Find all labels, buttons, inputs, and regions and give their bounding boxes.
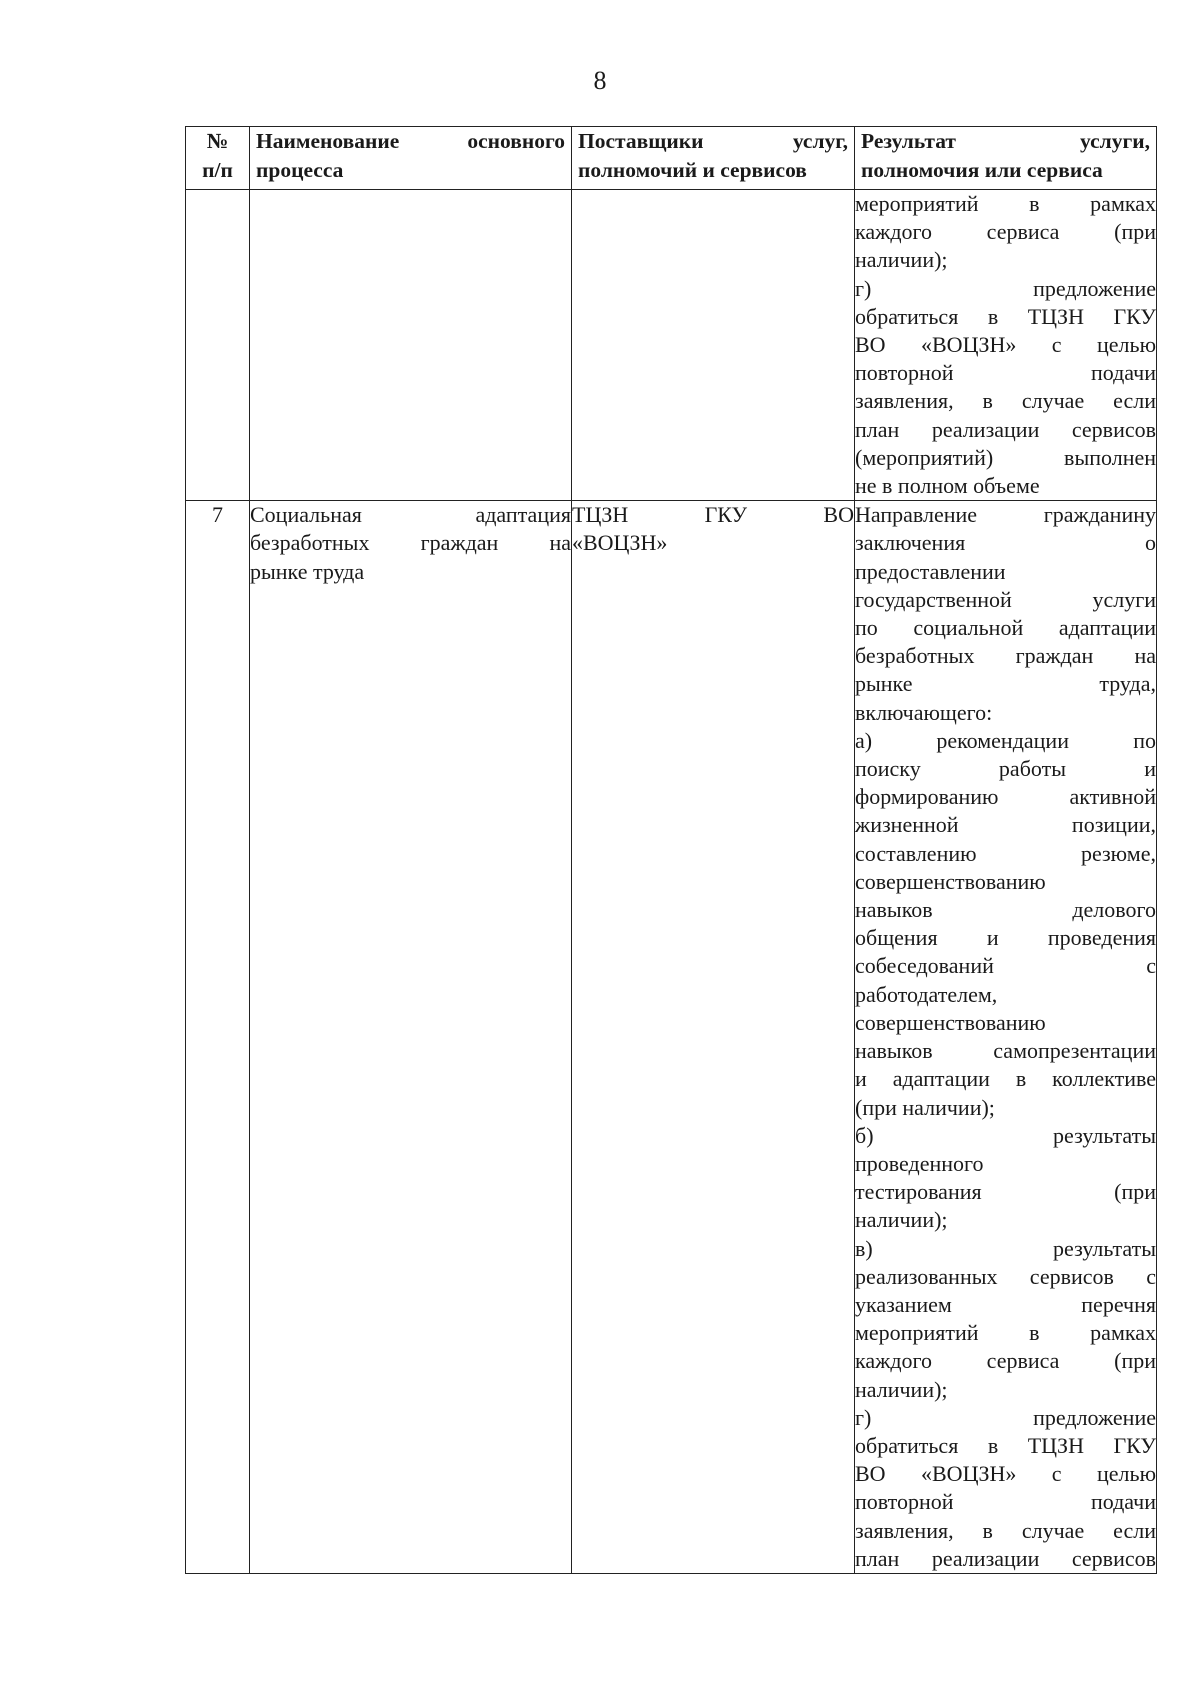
cell-line: обратиться в ТЦЗН ГКУ (855, 303, 1156, 329)
cell-line: г) предложение (855, 275, 1156, 301)
process-table (185, 126, 1157, 1574)
cell-line: обратиться в ТЦЗН ГКУ (855, 1432, 1156, 1458)
cell-line: проведенного (855, 1150, 984, 1176)
cell-line: безработных граждан на (250, 530, 571, 556)
header-process-name: Наименование основного процесса (250, 127, 572, 190)
cell-number (186, 501, 250, 1574)
cell-line: общения и проведения (855, 925, 1156, 951)
cell-line: безработных граждан на (855, 643, 1156, 669)
cell-process-name (250, 190, 572, 501)
cell-providers (572, 501, 855, 1574)
cell-line: собеседований с (855, 953, 1156, 979)
cell-line: реализованных сервисов с (855, 1263, 1156, 1289)
cell-line: навыков самопрезентации (855, 1038, 1156, 1064)
cell-line: ВО «ВОЦЗН» с целью (855, 1461, 1156, 1487)
cell-line: наличии); (855, 1376, 948, 1402)
header-result: Результат услуги, полномочия или сервиса (855, 127, 1157, 190)
cell-result (855, 501, 1157, 1574)
cell-line: г) предложение (855, 1404, 1156, 1430)
cell-providers (572, 190, 855, 501)
cell-line: работодателем, (855, 981, 998, 1007)
cell-line: (при наличии); (855, 1094, 995, 1120)
cell-line: каждого сервиса (при (855, 1348, 1156, 1374)
cell-line: мероприятий в рамках (855, 1320, 1156, 1346)
cell-line: рынке труда (250, 558, 365, 584)
cell-line: совершенствованию (855, 868, 1046, 894)
cell-line: включающего: (855, 699, 993, 725)
cell-line: ВО «ВОЦЗН» с целью (855, 332, 1156, 358)
cell-line: наличии); (855, 247, 948, 273)
table-header-row (186, 127, 1157, 190)
cell-line: заявления, в случае если (855, 1517, 1156, 1543)
cell-line: по социальной адаптации (855, 615, 1156, 641)
cell-line: б) результаты (855, 1122, 1156, 1148)
cell-line: ТЦЗН ГКУ ВО (572, 502, 854, 528)
header-number: № п/п (186, 127, 250, 190)
cell-line: не в полном объеме (855, 473, 1040, 499)
cell-line: Направление гражданину (855, 502, 1156, 528)
cell-line: заключения о (855, 530, 1156, 556)
cell-line: формированию активной (855, 784, 1156, 810)
cell-result (855, 190, 1157, 501)
cell-line: жизненной позиции, (855, 812, 1156, 838)
header-providers: Поставщики услуг, полномочий и сервисов (572, 127, 855, 190)
cell-process-name (250, 501, 572, 1574)
cell-line: в) результаты (855, 1235, 1156, 1261)
page-number: 8 (593, 66, 607, 95)
cell-line: предоставлении (855, 558, 1006, 584)
row-number: 7 (212, 502, 223, 528)
cell-line: повторной подачи (855, 360, 1156, 386)
table-body (186, 190, 1157, 1574)
cell-line: навыков делового (855, 897, 1156, 923)
cell-line: рынке труда, (855, 671, 1156, 697)
cell-line: совершенствованию (855, 1009, 1046, 1035)
cell-line: (мероприятий) выполнен (855, 444, 1156, 470)
cell-line: а) рекомендации по (855, 727, 1156, 753)
table-row (186, 190, 1157, 501)
cell-line: Социальная адаптация (250, 502, 571, 528)
cell-line: государственной услуги (855, 586, 1156, 612)
cell-line: и адаптации в коллективе (855, 1066, 1156, 1092)
cell-line: тестирования (при (855, 1179, 1156, 1205)
cell-line: повторной подачи (855, 1489, 1156, 1515)
cell-line: каждого сервиса (при (855, 219, 1156, 245)
cell-line: наличии); (855, 1207, 948, 1233)
cell-line: составлению резюме, (855, 840, 1156, 866)
table-row (186, 501, 1157, 1574)
cell-line: план реализации сервисов (855, 416, 1156, 442)
cell-line: заявления, в случае если (855, 388, 1156, 414)
cell-line: план реализации сервисов (855, 1545, 1156, 1571)
cell-line: поиску работы и (855, 756, 1156, 782)
cell-number (186, 190, 250, 501)
cell-line: указанием перечня (855, 1291, 1156, 1317)
cell-line: мероприятий в рамках (855, 191, 1156, 216)
cell-line: «ВОЦЗН» (572, 530, 668, 556)
